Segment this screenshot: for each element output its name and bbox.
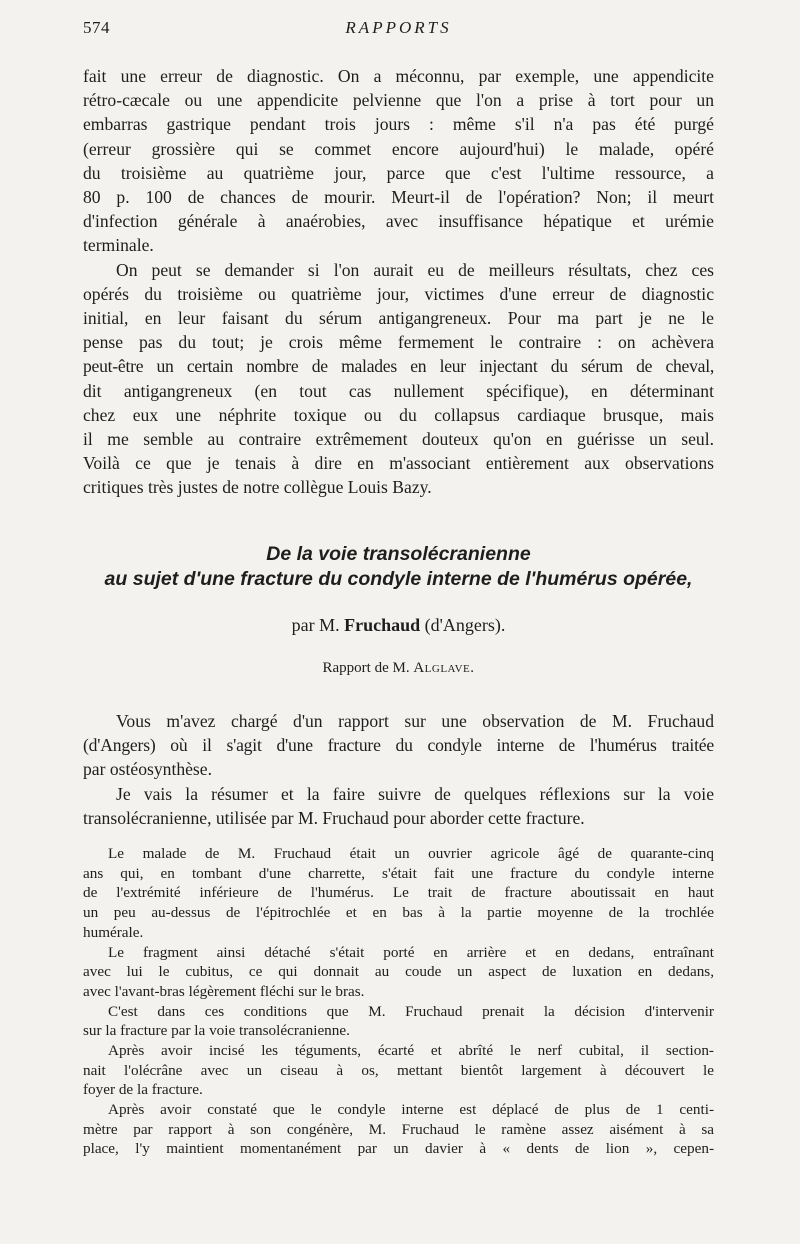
paragraph-antigangrenous-serum [83,258,714,500]
text-line: avec lui le cubitus, ce qui donnait au coude un aspect de luxation en dedans, [83,963,714,981]
page-header [83,18,714,42]
report-prefix: Rapport de M. [322,660,414,676]
report-attribution [83,660,714,677]
text-line: initial, en leur faisant du sérum antigangreneux. Pour ma part je ne le [83,307,714,328]
observation-decision [83,1002,714,1041]
text-line: On peut se demander si l'on aurait eu de meilleurs résultats, chez ces [116,259,714,280]
text-line: Le malade de M. Fruchaud était un ouvrier agricole âgé de quarante-cinq [108,845,714,862]
text-line: du troisième au quatrième jour, parce que c'est l'ultime ressource, a [83,162,714,183]
observation-case [83,844,714,942]
text-line: par ostéosynthèse. [83,759,212,780]
author-byline [83,615,714,636]
text-line: avec l'avant-bras légèrement fléchi sur le bras. [83,982,365,1000]
text-line: mètre par rapport à son congénère, M. Fruchaud le ramène assez aisément à sa [83,1120,714,1138]
paragraph-diagnostic-error [83,64,714,258]
text-line: Après avoir constaté que le condyle interne est déplacé de plus de 1 centi- [108,1101,714,1118]
page-number: 574 [83,18,110,37]
text-line: Le fragment ainsi détaché s'était porté en arrière et en dedans, entraînant [108,943,714,961]
text-line: Je vais la résumer et la faire suivre de quelques réflexions sur la voie [116,783,714,804]
text-line: un peu au-dessus de l'épitrochlée et en bas à la partie moyenne de la trochlée [83,904,714,922]
text-line: critiques très justes de notre collègue Louis Bazy. [83,477,432,498]
text-line: de l'extrémité inférieure de l'humérus. Le trait de fracture aboutissait en haut [83,884,714,902]
paragraph-report-intro [83,709,714,782]
author-name: Fruchaud [344,615,421,635]
title-line-1: De la voie transolécranienne [266,543,531,565]
byline-suffix: (d'Angers). [420,615,506,635]
paragraph-summary-intent [83,782,714,830]
running-head: RAPPORTS [345,18,452,37]
text-line: peut-être un certain nombre de malades en leur injectant du sérum de cheval, [83,356,714,377]
text-line: Voilà ce que je tenais à dire en m'associant entièrement aux observations [83,453,714,474]
text-line: place, l'y maintient momentanément par un davier à « dents de lion », cepen- [83,1140,714,1158]
text-line: transolécranienne, utilisée par M. Fruchaud pour aborder cette fracture. [83,807,585,828]
text-line: rétro-cæcale ou une appendicite pelvienne que l'on a prise à tort pour un [83,90,714,111]
text-line: terminale. [83,235,154,256]
text-line: chez eux une néphrite toxique ou du collapsus cardiaque brusque, mais [83,404,714,425]
byline-prefix: par M. [291,615,345,635]
text-line: 80 p. 100 de chances de mourir. Meurt-il de l'opération? Non; il meurt [83,186,714,207]
observation-reduction [83,1100,714,1159]
article-title [83,542,714,592]
text-line: C'est dans ces conditions que M. Fruchaud prenait la décision d'intervenir [108,1002,714,1020]
text-line: sur la fracture par la voie transolécranienne. [83,1022,350,1040]
text-line: (erreur grossière qui se commet encore aujourd'hui) le malade, opéré [83,138,714,159]
text-line: d'infection générale à anaérobies, avec insuffisance hépatique et urémie [83,211,714,232]
text-line: embarras gastrique pendant trois jours : même s'il n'a pas été purgé [83,114,714,135]
reporter-name: Alglave. [413,660,475,676]
text-line: foyer de la fracture. [83,1081,203,1099]
text-line: Après avoir incisé les téguments, écarté et abrîté le nerf cubital, il section- [108,1042,714,1059]
observation-displacement [83,943,714,1002]
text-line: pense pas du tout; je crois même fermement le contraire : on achèvera [83,332,714,353]
text-line: (d'Angers) où il s'agit d'une fracture du condyle interne de l'humérus traitée [83,735,714,756]
text-line: Vous m'avez chargé d'un rapport sur une observation de M. Fruchaud [116,711,714,731]
text-line: nait l'olécrâne avec un ciseau à os, mettant bientôt largement à découvert le [83,1061,714,1079]
text-line: opérés du troisième ou quatrième jour, victimes d'une erreur de diagnostic [83,283,714,304]
text-line: humérale. [83,923,144,941]
text-line: il me semble au contraire extrêmement douteux qu'on en guérisse un seul. [83,428,714,449]
title-line-2: au sujet d'une fracture du condyle interne de l'humérus opérée, [104,568,693,590]
text-line: ans qui, en tombant d'une charrette, s'était fait une fracture du condyle interne [83,864,714,882]
observation-incision [83,1041,714,1100]
text-line: dit antigangreneux (en tout cas nullement spécifique), en déterminant [83,380,714,401]
text-line: fait une erreur de diagnostic. On a méconnu, par exemple, une appendicite [83,66,714,86]
